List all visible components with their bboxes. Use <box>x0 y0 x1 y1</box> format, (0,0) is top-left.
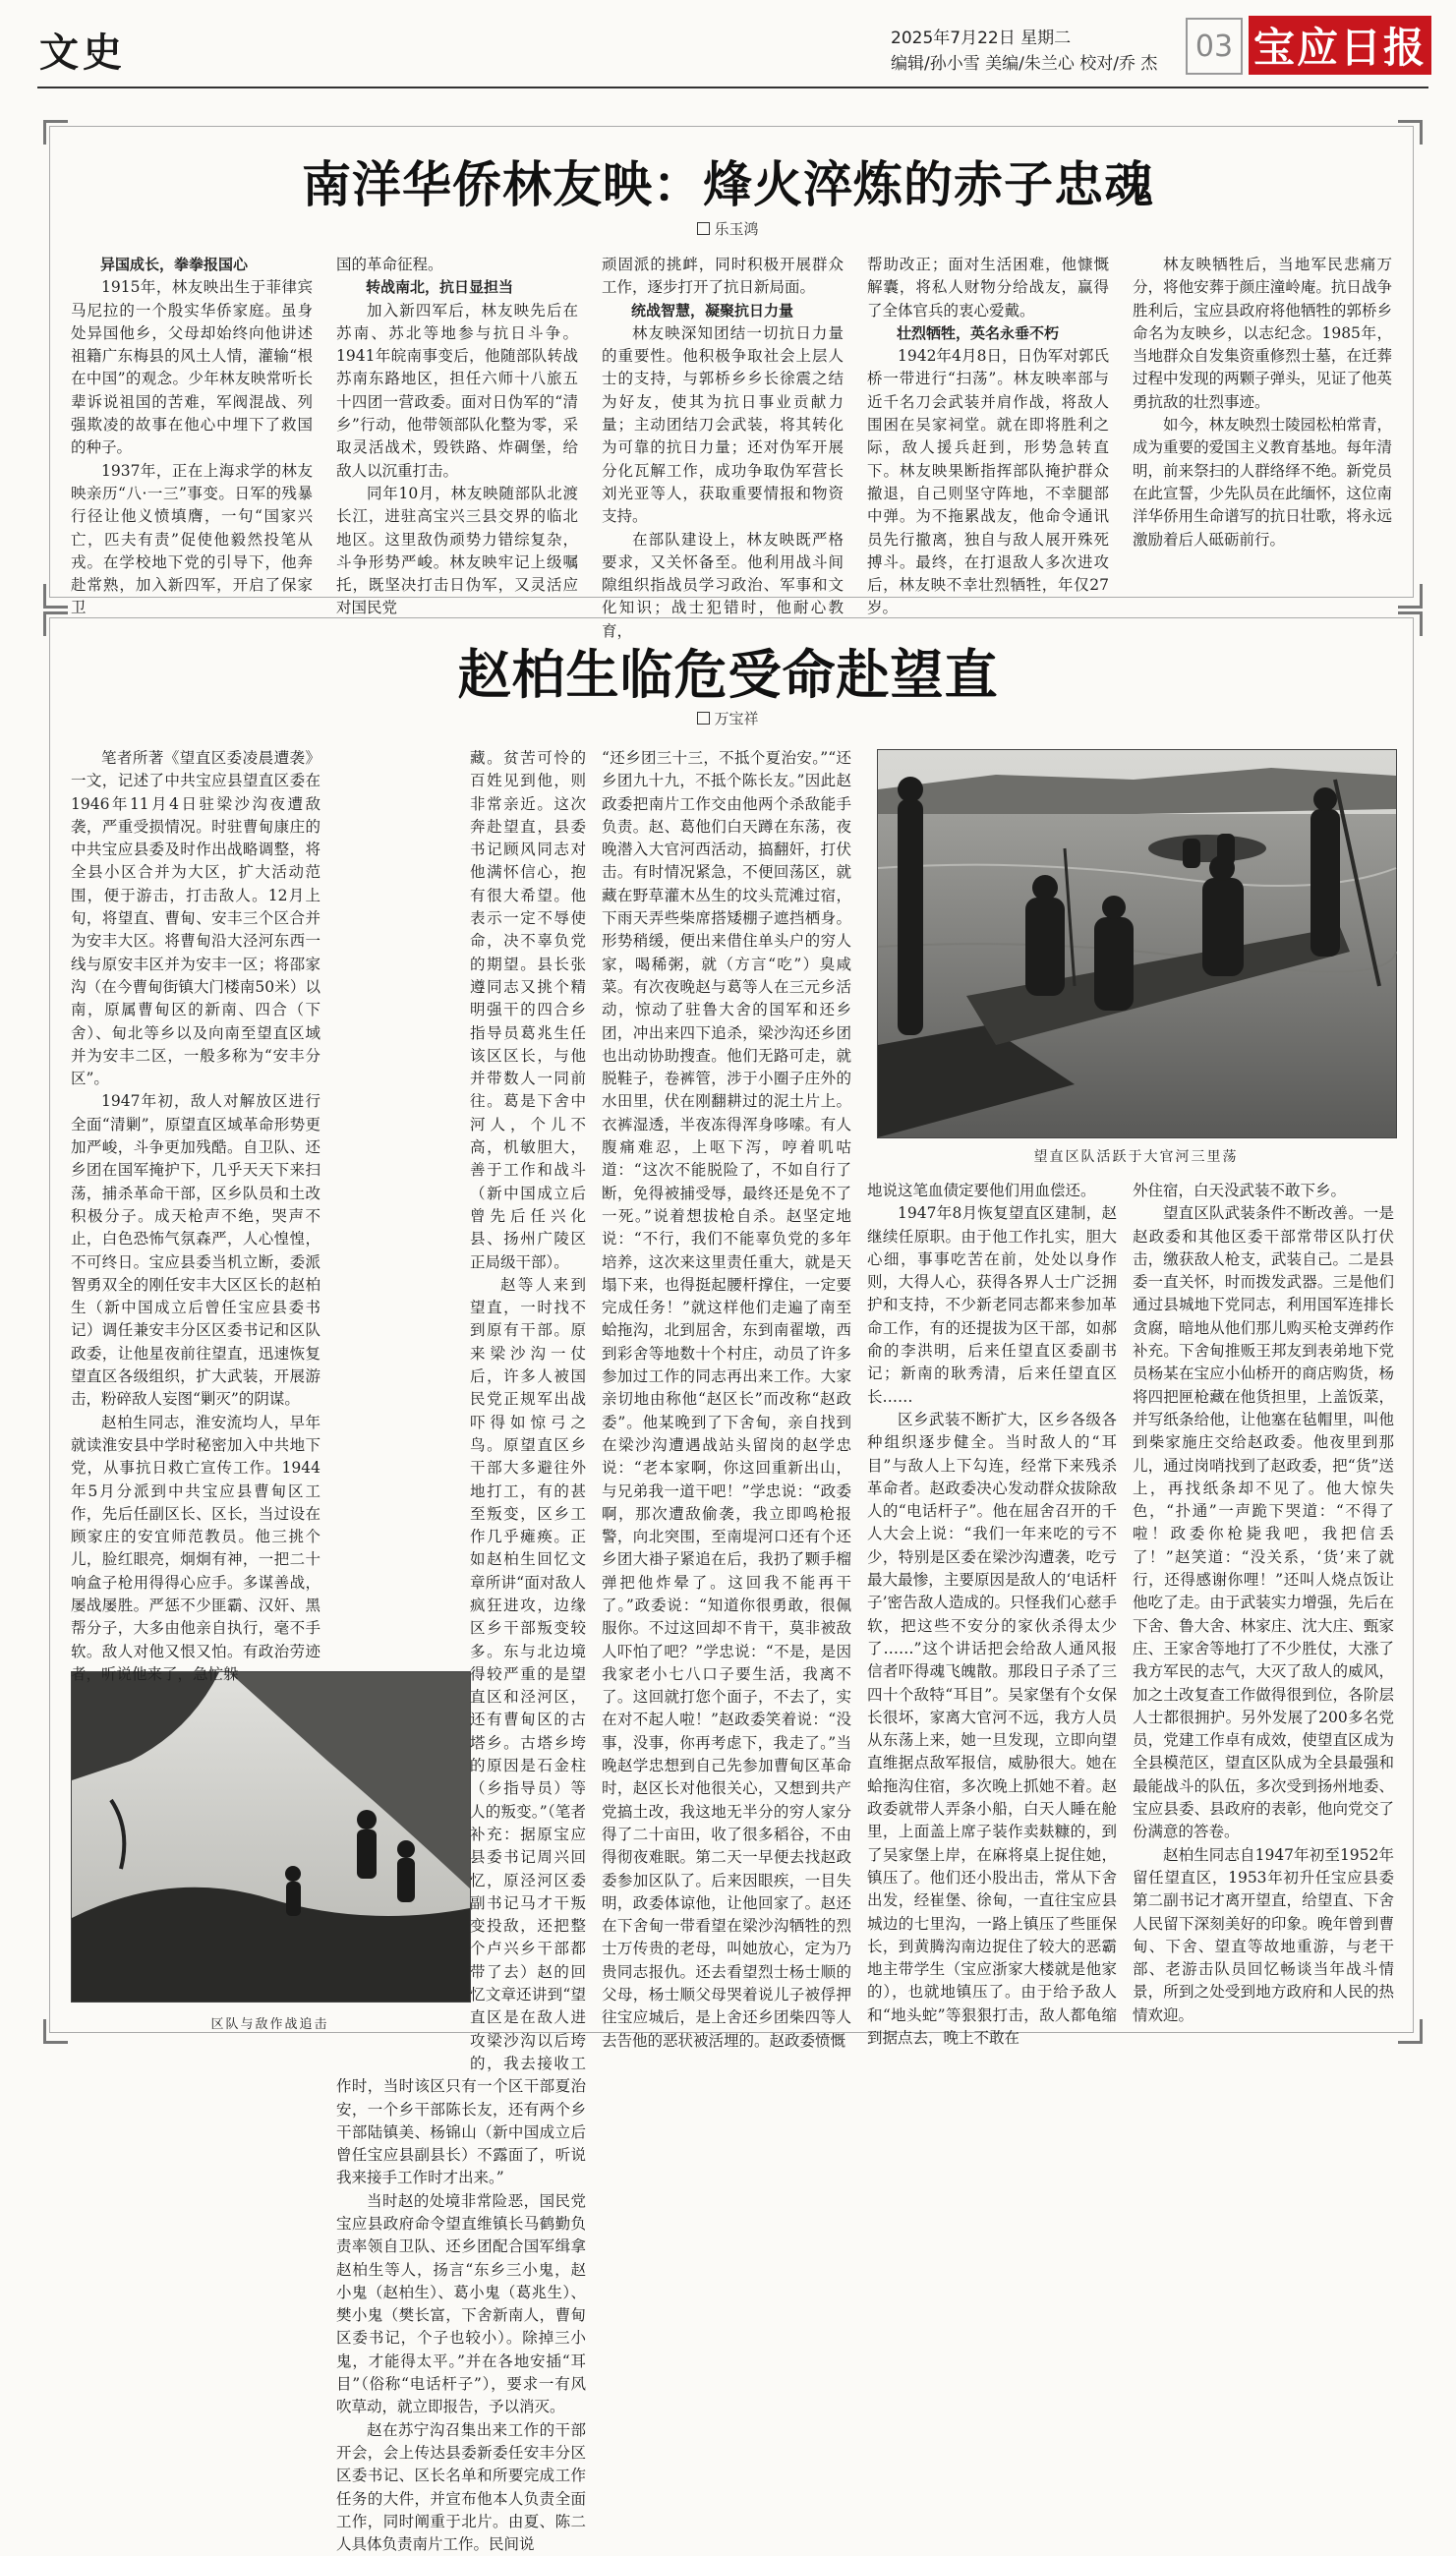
article2-paragraph: 外住宿，白天没武装不敢下乡。 <box>1133 1182 1347 1199</box>
article1-paragraph: 1937年，正在上海求学的林友映亲历“八·一三”事变。日军的残暴行径让他义愤填膺，一句“国家兴亡，匹夫有责”促使他毅然投笔从戎。在学校地下党的引导下，他奔赴常熟，加入新四军，开启了保家卫 <box>71 461 313 617</box>
article1-paragraph: 林友映深知团结一切抗日力量的重要性。他积极争取社会上层人士的支持，与郭桥乡乡长徐震之结为好友，使其为抗日事业贡献力量；主动团结刀会武装，将其转化为可靠的抗日力量；还对伪军开展分化瓦解工作，成功争取伪军营长刘光亚等人，获取重要情报和物资支持。 <box>602 323 844 526</box>
article1-subheading: 转战南北，抗日显担当 <box>366 278 514 297</box>
article2-column-1 <box>71 747 320 1683</box>
article2-paragraph: 赵在苏宁沟召集出来工作的干部开会，会上传达县委新委任安丰分区区委书记、区长名单和所要完成工作任务的大件，并宣布他本人负责全面工作，同时阐重于北片。由夏、陈二人具体负责南片工作。民间说 <box>336 2420 586 2554</box>
article2-column-2 <box>336 747 586 2554</box>
article1-paragraph: 林友映牺牲后，当地军民悲痛万分，将他安葬于颜庄潼岭庵。抗日战争胜利后，宝应县政府将他牺牲的郭桥乡命名为友映乡，以志纪念。1985年，当地群众自发集资重修烈士墓，在迁葬过程中发现的两颗子弹头，见证了他英勇抗敌的壮烈事迹。 <box>1133 256 1392 411</box>
issue-info <box>891 26 1157 77</box>
article1-column-1 <box>71 254 313 617</box>
frame-corner <box>1398 2019 1423 2044</box>
byline-box-icon <box>697 222 710 235</box>
article2-paragraph: 望直区队武装条件不断改善。一是赵政委和其他区委干部常带区队打伏击，缴获敌人枪支，武装自己。二是县委一直关怀，时而拨发武器。三是他们通过县城地下党同志，利用国军连排长贪腐，暗地从他们那儿购买枪支弹药作补充。下舍甸推贩王邦友到表弟地下党员杨某在宝应小仙桥开的商店购货，杨将四把匣枪藏在他货担里，上盖饭菜，并写纸条给他，让他塞在毡帽里，叫他到柴家施庄交给赵政委。他夜里到那儿，通过岗哨找到了赵政委，把“货”送上，再找纸条却不见了。他大惊失色，“扑通”一声跪下哭道：“不得了啦！政委你枪毙我吧，我把信丢了！”赵笑道：“没关系，‘货’来了就行，还得感谢你哩！”还叫人烧点饭让他吃了走。由于武装实力增强，先后在下舍、鲁大舍、林家庄、沈大庄、甄家庄、王家舍等地打了不少胜仗，大涨了我方军民的志气，大灭了敌人的威风，加之土改复查工作做得很到位，各阶层人士都很拥护。另外发展了200多名党员，党建工作卓有成效，使望直区成为全县模范区，望直区队成为全县最强和最能战斗的队伍，多次受到扬州地委、宝应县委、县政府的表彰，他向党交了份满意的答卷。 <box>1133 1204 1394 1841</box>
section-title: 文史 <box>39 30 126 76</box>
article1-title: 南洋华侨林友映：烽火淬炼的赤子忠魂 <box>302 156 1154 213</box>
date-line: 2025年7月22日 星期二 <box>891 29 1072 48</box>
article2-paragraph: “还乡团三十三，不抵个夏治安。”“还乡团九十九，不抵个陈长友。”因此赵政委把南片工作交由他两个杀敌能手负责。赵、葛他们白天蹲在东荡，夜晚潜入大官河西活动，搞翻奸，打伏击。有时情况紧急，不便回荡区，就藏在野草灌木丛生的坟头荒滩过宿，下雨天弄些柴席搭矮棚子遮挡栖身。形势稍缓，便出来借住单头户的穷人家，喝稀粥，就（方言“吃”）臭咸菜。有次夜晚赵与葛等人在三元乡活动，惊动了驻鲁大舍的国军和还乡团，冲出来四下追杀，梁沙沟还乡团也出动协助搜查。他们无路可走，就脱鞋子，卷裤管，涉于小圈子庄外的水田里，伏在刚翻耕过的泥土片上。衣裤湿透，半夜冻得浑身哆嗦。有人腹痛难忍，上呕下泻，哼着叽咕道：“这次不能脱险了，不如自行了断，免得被捕受辱，最终还是免不了一死。”说着想拔枪自杀。赵坚定地说：“不行，我们不能辜负党的多年培养，这次来这里责任重大，就是天塌下来，也得挺起腰杆撑住，一定要完成任务！”就这样他们走遍了南至蛤拖沟，北到屈舍，东到南翟墩，西到彩舍等地数十个村庄，动员了许多参加过工作的同志再出来工作。大家亲切地由称他“赵区长”而改称“赵政委”。他某晚到了下舍甸，亲自找到在梁沙沟遭遇战站头留岗的赵学忠说：“老本家啊，你这回重新出山，与兄弟我一道干吧！”学忠说：“政委啊，那次遭敌偷袭，我立即鸣枪报警，向北突围，至南堤河口还有个还乡团大褂子紧追在后，我扔了颗手榴弹把他炸晕了。这回我不能再干了。”政委说：“知道你很勇敢，很佩服你。不过这回却不肯干，莫非被敌人吓怕了吧？”学忠说：“不是，是因我家老小七八口子要生活，我离不了。这回就打您个面子，不去了，实在对不起人啦！”赵政委笑着说：“没事，没事，你再考虑下，我走了。”当晚赵学忠想到自己先参加曹甸区革命时，赵区长对他很关心，又想到共产党搞土改，我这地无半分的穷人家分得了二十亩田，收了很多稻谷，不由得彻夜难眠。第二天一早便去找赵政委参加区队了。后来因眼疾，一目失明，政委体谅他，让他回家了。赵还在下舍甸一带看望在梁沙沟牺牲的烈士万传贵的老母，叫她放心，定为乃贵同志报仇。还去看望烈士杨士顺的父母，杨士顺父母哭着说儿子被俘押往宝应城后，是上舍还乡团柴四等人去告他的恶状被活埋的。赵政委愤慨 <box>602 749 851 2050</box>
page-number: 03 <box>1186 18 1243 75</box>
header-rule <box>37 87 1428 88</box>
article2-paragraph: 当时赵的处境非常险恶，国民党宝应县政府命令望直维镇长马鹤勤负责率领自卫队、还乡团配合国军缉拿赵柏生等人，扬言“东乡三小鬼，赵小鬼（赵柏生）、葛小鬼（葛兆生）、樊小鬼（樊长富，下舍新南人，曹甸区委书记，个子也较小）。除掉三小鬼，才能得太平。”并在各地安插“耳目”（俗称“电话杆子”），要求一有风吹草动，就立即报告，予以消灭。 <box>336 2191 586 2416</box>
article1-subheading: 异国成长，拳拳报国心 <box>100 256 249 273</box>
article1-paragraph: 如今，林友映烈士陵园松柏常青，成为重要的爱国主义教育基地。每年清明，前来祭扫的人群络绎不绝。新党员在此宣誓，少先队员在此缅怀，这位南洋华侨用生命谱写的抗日壮歌，将永远激励着后人砥砺前行。 <box>1133 416 1392 549</box>
byline-box-icon <box>697 712 710 725</box>
article2-paragraph: 笔者所著《望直区委凌晨遭袭》一文，记述了中共宝应县望直区委在1946年11月4日驻梁沙沟夜遭敌袭，严重受损情况。时驻曹甸康庄的中共宝应县委及时作出战略调整，将全县小区合并为大区，扩大活动范围，便于游击，打击敌人。12月上旬，将望直、曹甸、安丰三个区合并为安丰大区。将曹甸沿大泾河东西一线与原安丰区并为安丰一区；将邵家沟（在今曹甸街镇大门楼南50米）以南，原属曹甸区的新南、四合（下舍）、甸北等乡以及向南至望直区域并为安丰二区，一般多称为“安丰分区”。 <box>71 749 320 1088</box>
photo-river-boats-caption: 望直区队活跃于大官河三里荡 <box>1033 1149 1239 1165</box>
article1-paragraph: 顽固派的挑衅，同时积极开展群众工作，逐步打开了抗日新局面。 <box>602 256 844 297</box>
article2-paragraph: 藏。贫苦可怜的百姓见到他，则非常亲近。这次奔赴望直，县委书记顾风同志对他满怀信心，抱有很大希望。他表示一定不辱使命，决不辜负党的期望。县长张遵同志又挑个精明强干的四合乡指导员葛兆生任该区区长，与他并带数人一同前往。葛是下舍中河人，个儿不高，机敏胆大，善于工作和战斗（新中国成立后曾先后任兴化县、扬州广陵区正局级干部）。 <box>470 749 586 1271</box>
article1-column-2 <box>336 254 578 617</box>
article2-paragraph: 1947年初，敌人对解放区进行全面“清剿”，原望直区域革命形势更加严峻，斗争更加残酷。自卫队、还乡团在国军掩护下，几乎天天下来扫荡，捕杀革命干部，区乡队员和土改积极分子。成天枪声不绝，哭声不止，白色恐怖气氛森严，人心惶惶，不可终日。宝应县委当机立断，委派智勇双全的刚任安丰大区区长的赵柏生（新中国成立后曾任宝应县委书记）调任兼安丰分区区委书记和区队政委，让他星夜前往望直，迅速恢复望直区各级组织，扩大武装，开展游击，粉碎敌人妄图“剿灭”的阴谋。 <box>71 1092 320 1409</box>
article1-paragraph: 在部队建设上，林友映既严格要求，又关怀备至。他利用战斗间隙组织指战员学习政治、军事和文化知识；战士犯错时，他耐心教育， <box>602 530 844 640</box>
article1-author: 乐玉鸿 <box>714 220 759 238</box>
article1-byline <box>0 218 1456 239</box>
article1-paragraph: 国的革命征程。 <box>336 256 443 273</box>
article1-column-4 <box>867 254 1109 617</box>
article1-paragraph: 1942年4月8日，日伪军对郭氏桥一带进行“扫荡”。林友映率部与近千名刀会武装并肩作战，将敌人围困在吴家祠堂。就在即将胜利之际，敌人援兵赶到，形势急转直下。林友映果断指挥部队掩护群众撤退，自己则坚守阵地，不幸腿部中弹。为不拖累战友，他命令通讯员先行撤离，独自与敌人展开殊死搏斗。最终，在打退敌人多次进攻后，林友映不幸壮烈牺牲，年仅27岁。 <box>867 347 1109 617</box>
frame-corner <box>1398 120 1423 145</box>
article1-column-5 <box>1133 254 1392 580</box>
photo-river-boats-image <box>878 750 1396 1137</box>
photo-battle-pursuit-caption: 区队与敌作战追击 <box>210 2017 329 2032</box>
article2-paragraph: 赵等人来到望直，一时找不到原有干部。原来梁沙沟一仗后，许多人被国民党正规军出战吓得如惊弓之鸟。原望直区乡干部大多避往外地打工，有的甚至叛变，区乡工作几乎瘫痪。正如赵柏生回忆文章所讲“面对敌人疯狂进攻，边缘区乡干部叛变较多。东与北边境得较严重的是望直区和泾河区，还有曹甸区的古塔乡。古塔乡垮的原因是石金柱（乡指导员）等人的叛变。”（笔者补充：据原宝应县委书记周兴回忆，原泾河区委副书记马才干叛变投敌，还把整个卢兴乡干部都带了去）赵的回忆文章还讲到“望直区是在敌人进攻梁沙沟以后垮的，我去接收工作时，当时该区只有一个区干部夏治安，一个乡干部陈长友，还有两个乡干部陆镇美、杨锦山（新中国成立后曾任宝应县副县长）不露面了，听说我来接手工作时才出来。” <box>336 1275 586 2187</box>
frame-corner <box>43 584 68 609</box>
frame-corner <box>43 120 68 145</box>
photo-river-boats <box>877 749 1397 1138</box>
article2-paragraph: 地说这笔血债定要他们用血偿还。 <box>867 1182 1096 1199</box>
frame-corner <box>43 2019 68 2044</box>
article1-paragraph: 1915年，林友映出生于菲律宾马尼拉的一个殷实华侨家庭。虽身处异国他乡，父母却始终向他讲述祖籍广东梅县的风土人情，灌输“根在中国”的观念。少年林友映常听长辈诉说祖国的苦难，军阀混战、列强欺凌的故事在他心中埋下了救国的种子。 <box>71 278 313 457</box>
article1-paragraph: 帮助改正；面对生活困难，他慷慨解囊，将私人财物分给战友，赢得了全体官兵的衷心爱戴。 <box>867 256 1109 320</box>
article2-title: 赵柏生临危受命赴望直 <box>457 644 999 706</box>
article1-subheading: 统战智慧，凝聚抗日力量 <box>631 301 794 320</box>
article2-column-5 <box>1133 1180 1394 2025</box>
frame-corner <box>1398 584 1423 609</box>
editors-line: 编辑/孙小雪 美编/朱兰心 校对/乔 杰 <box>891 54 1158 74</box>
article2-paragraph: 区乡武装不断扩大，区乡各级各种组织逐步健全。当时敌人的“耳目”与敌人上下勾连，经常下来残杀革命者。赵政委决心发动群众拔除敌人的“电话杆子”。他在屈舍召开的千人大会上说：“我们一年来吃的亏不少，特别是区委在梁沙沟遭袭，吃亏最大最惨，主要原因是敌人的‘电话杆子’密告敌人造成的。只怪我们心慈手软，把这些不安分的家伙杀得太少了……”这个讲话把会给敌人通风报信者吓得魂飞魄散。那段日子杀了三四十个敌特“耳目”。吴家堡有个女保长很坏，家离大官河不远，我方人员从东荡上来，她一旦发现，立即向望直维据点敌军报信，威胁很大。她在蛤拖沟住宿，多次晚上抓她不着。赵政委就带人弄条小船，白天人睡在舱里，上面盖上席子装作卖麸糠的，到了吴家堡上岸，在麻将桌上捉住她，镇压了。他们还小股出击，常从下舍出发，经崔堡、徐甸，一直往宝应县城边的七里沟，一路上镇压了些匪保长，到黄腾沟南边捉住了较大的恶霸地主带学生（宝应浙家大楼就是他家的），也就地镇压了。由于给予敌人和“地头蛇”等狠狠打击，敌人都龟缩到据点去，晚上不敢在 <box>867 1410 1117 2047</box>
article2-paragraph: 赵柏生同志，淮安流均人，早年就读淮安县中学时秘密加入中共地下党，从事抗日救亡宣传工作。1944年5月分派到中共宝应县曹甸区工作，先后任副区长、区长，当过设在顾家庄的安宜师范教员。他三挑个儿，脸红眼亮，炯炯有神，一把二十响盒子枪用得得心应手。多谋善战，屡战屡胜。严惩不少匪霸、汉奸、黑帮分子，大多由他亲自执行，毫不手软。敌人对他又恨又怕。有政治劳迹者，听说他来了，急忙躲 <box>71 1413 320 1683</box>
article1-paragraph: 加入新四军后，林友映先后在苏南、苏北等地参与抗日斗争。1941年皖南事变后，他随部队转战苏南东路地区，担任六师十八旅五十四团一营政委。面对日伪军的“清乡”行动，他带领部队化整为零，采取灵活战术，毁铁路、炸碉堡，给敌人以沉重打击。 <box>336 301 578 480</box>
article2-paragraph: 赵柏生同志自1947年初至1952年留任望直区，1953年初升任宝应县委第二副书记才离开望直，给望直、下舍人民留下深刻美好的印象。晚年曾到曹甸、下舍、望直等故地重游，与老干部、老游击队员回忆畅谈当年战斗情景，所到之处受到地方政府和人民的热情欢迎。 <box>1133 1845 1394 2024</box>
newspaper-logo: 宝应日报 <box>1249 16 1431 75</box>
article2-column-4 <box>867 1180 1117 2047</box>
article2-author: 万宝祥 <box>714 710 759 727</box>
article1-column-3 <box>602 254 844 640</box>
article1-paragraph: 同年10月，林友映随部队北渡长江，进驻高宝兴三县交界的临北地区。这里敌伪顽势力错综复杂，斗争形势严峻。林友映牢记上级嘱托，既坚决打击日伪军，又灵活应对国民党 <box>336 484 578 617</box>
article2-column-3 <box>602 747 851 2050</box>
article1-subheading: 壮烈牺牲，英名永垂不朽 <box>897 323 1060 342</box>
article2-paragraph: 1947年8月恢复望直区建制，赵继续任原职。由于他工作扎实，胆大心细，事事吃苦在前，处处以身作则，大得人心，获得各界人士广泛拥护和支持，不少新老同志都来参加革命工作，有的还提拔为区干部，如郝俞的李洪明，后来任望直区委副书记；新南的耿秀清，后来任望直区长…… <box>867 1204 1117 1406</box>
article2-byline <box>0 708 1456 728</box>
